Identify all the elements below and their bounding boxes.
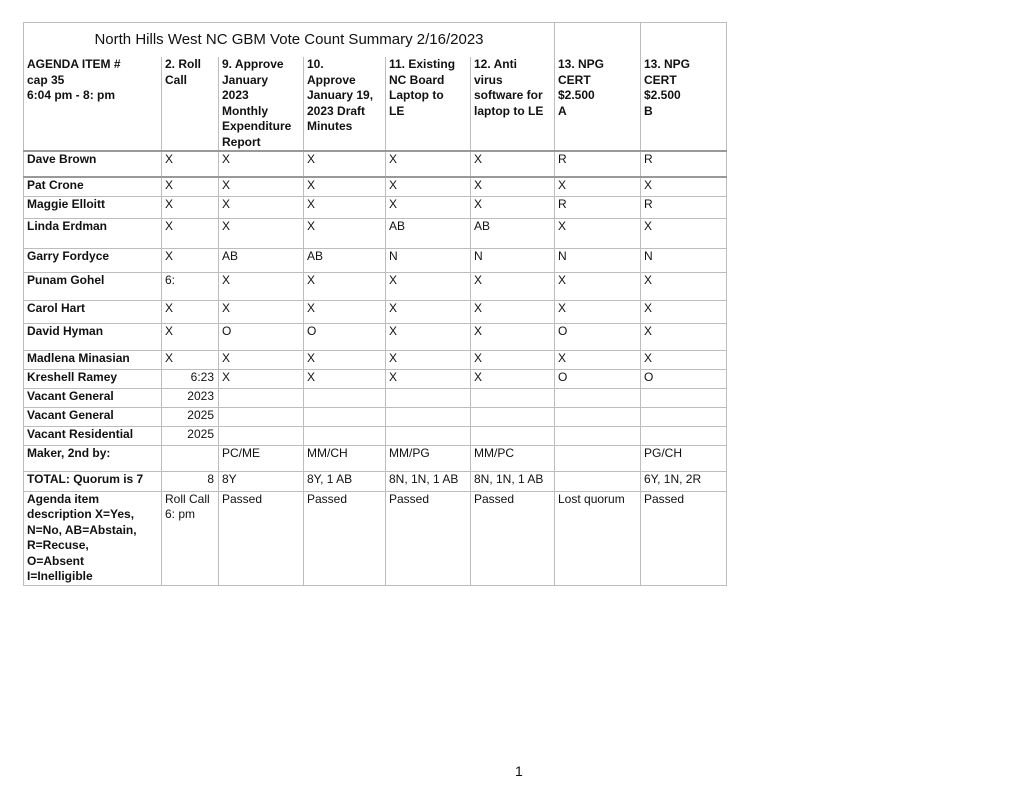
legend-roll-call-line: 6: pm [165,507,196,521]
total-row [24,471,727,491]
member-name: Dave Brown [24,151,162,177]
column-header-line: Approve [307,72,356,87]
column-header-line: NC Board [389,72,445,87]
member-name: David Hyman [24,323,162,350]
column-header-line: virus [474,72,503,87]
vote-cell: 6: [162,272,219,300]
vote-cell [219,388,304,407]
vote-cell: X [471,323,555,350]
column-header-line: January [222,72,269,87]
vote-cell: X [219,350,304,369]
vote-cell: 2023 [162,388,219,407]
column-header-line: 10. [307,57,324,71]
column-header-line: $2.500 [644,88,681,102]
page-number: 1 [515,763,523,779]
vote-cell: X [219,218,304,248]
vote-cell: X [555,350,641,369]
result-cell: Passed [641,491,727,585]
column-header-line: 12. Anti [474,57,517,71]
total-cell: 8 [162,471,219,491]
vote-cell: N [471,248,555,272]
legend-roll-call-line: Roll Call [165,491,210,506]
member-row [24,248,727,272]
vote-cell: X [304,196,386,218]
column-header [162,57,219,151]
vote-cell [471,407,555,426]
member-name: Punam Gohel [24,272,162,300]
legend-description [24,491,162,585]
total-cell [555,471,641,491]
legend-description-line: description X=Yes, [27,507,135,521]
header-row [24,57,727,151]
legend-description-line: R=Recuse, [27,538,89,552]
column-header-line: 2. Roll [165,57,202,71]
vote-cell: 2025 [162,407,219,426]
legend-description-line: N=No, AB=Abstain, [27,522,137,537]
vote-cell: R [641,196,727,218]
member-name: Maggie Elloitt [24,196,162,218]
column-header-line: A [558,103,567,118]
maker-cell: MM/CH [304,445,386,471]
vote-cell: X [555,272,641,300]
maker-cell [162,445,219,471]
legend-description-line: I=Inelligible [27,569,93,583]
column-header-line: 2023 Draft [307,103,366,118]
vote-cell [471,426,555,445]
member-row [24,323,727,350]
member-name: Pat Crone [24,177,162,196]
maker-cell: PG/CH [641,445,727,471]
vote-cell [219,407,304,426]
column-header [304,57,386,151]
maker-cell [555,445,641,471]
vote-cell: X [386,369,471,388]
vote-cell: X [219,196,304,218]
member-row [24,426,727,445]
vote-cell [304,388,386,407]
legend-row [24,491,727,585]
vote-cell [471,388,555,407]
column-header-line: 13. NPG [558,57,605,71]
vote-cell: AB [219,248,304,272]
column-header [471,57,555,151]
vote-cell: X [471,369,555,388]
member-row [24,218,727,248]
vote-cell: X [162,218,219,248]
title-blank-cell [555,23,641,58]
vote-cell: X [304,177,386,196]
title-row [24,23,727,58]
member-name: Vacant General [24,388,162,407]
column-header [555,57,641,151]
member-name: Vacant General [24,407,162,426]
vote-cell: X [219,177,304,196]
vote-cell: 6:23 [162,369,219,388]
vote-cell [386,426,471,445]
vote-cell [219,426,304,445]
page-title: North Hills West NC GBM Vote Count Summary 2/16/2023 [24,23,555,58]
result-cell: Passed [386,491,471,585]
result-cell: Passed [304,491,386,585]
column-header [641,57,727,151]
maker-cell: PC/ME [219,445,304,471]
title-blank-cell [641,23,727,58]
vote-cell: X [555,177,641,196]
member-name: Linda Erdman [24,218,162,248]
vote-cell: O [555,369,641,388]
vote-cell: X [471,151,555,177]
vote-count-table [23,22,727,586]
vote-cell: X [641,218,727,248]
vote-cell: X [471,177,555,196]
vote-cell: X [471,196,555,218]
vote-cell: X [555,218,641,248]
vote-cell: X [162,177,219,196]
total-cell: 6Y, 1N, 2R [641,471,727,491]
column-header [386,57,471,151]
vote-cell: X [162,350,219,369]
vote-cell: O [641,369,727,388]
result-cell: Lost quorum [555,491,641,585]
vote-cell: X [162,151,219,177]
result-cell: Passed [471,491,555,585]
maker-cell: MM/PG [386,445,471,471]
vote-cell: 2025 [162,426,219,445]
vote-cell [555,407,641,426]
vote-cell [304,407,386,426]
vote-cell: O [304,323,386,350]
legend-description-line: O=Absent [27,553,85,568]
vote-cell: X [471,272,555,300]
vote-cell: AB [304,248,386,272]
maker-cell: MM/PC [471,445,555,471]
member-name: Garry Fordyce [24,248,162,272]
column-header-line: January 19, [307,88,374,102]
vote-cell: R [641,151,727,177]
column-header-line: Minutes [307,119,353,133]
vote-cell [641,426,727,445]
member-row [24,407,727,426]
vote-cell: X [219,272,304,300]
vote-cell: X [641,272,727,300]
vote-cell: N [555,248,641,272]
vote-cell: O [219,323,304,350]
column-header-line: laptop to LE [474,103,544,118]
vote-cell: AB [471,218,555,248]
vote-cell: X [386,177,471,196]
vote-cell: X [555,300,641,323]
vote-cell: X [219,369,304,388]
vote-cell: X [304,218,386,248]
vote-cell: X [304,272,386,300]
vote-cell: X [386,300,471,323]
agenda-item-header-line: AGENDA ITEM # [27,57,121,71]
vote-cell: O [555,323,641,350]
member-name: Madlena Minasian [24,350,162,369]
vote-cell: X [386,196,471,218]
vote-cell [386,407,471,426]
column-header-line: B [644,103,653,118]
vote-cell: X [219,151,304,177]
total-cell: 8N, 1N, 1 AB [386,471,471,491]
vote-cell: AB [386,218,471,248]
vote-cell: X [304,369,386,388]
agenda-item-header-line: 6:04 pm - 8: pm [27,88,116,102]
member-name: Carol Hart [24,300,162,323]
vote-cell: X [162,248,219,272]
total-cell: 8Y, 1 AB [304,471,386,491]
vote-cell: X [641,300,727,323]
vote-cell: X [386,272,471,300]
maker-label: Maker, 2nd by: [24,445,162,471]
total-cell: 8N, 1N, 1 AB [471,471,555,491]
vote-cell: R [555,196,641,218]
column-header-line: Call [165,72,188,87]
legend-roll-call [162,491,219,585]
vote-cell [555,426,641,445]
member-row [24,272,727,300]
vote-cell: X [641,323,727,350]
member-row [24,388,727,407]
maker-row [24,445,727,471]
column-header-line: 13. NPG [644,57,691,71]
vote-cell: X [471,350,555,369]
vote-cell: X [219,300,304,323]
vote-cell: X [162,196,219,218]
column-header-line: 11. Existing [389,57,456,71]
column-header-line: 2023 [222,88,249,102]
column-header [219,57,304,151]
vote-cell: X [386,151,471,177]
member-name: Kreshell Ramey [24,369,162,388]
member-row [24,369,727,388]
member-row [24,350,727,369]
legend-description-line: Agenda item [27,491,100,506]
column-header-line: 9. Approve [222,57,284,71]
vote-cell: X [162,300,219,323]
column-header-line: CERT [644,72,677,87]
column-header-line: Laptop to [389,88,444,102]
total-label: TOTAL: Quorum is 7 [24,471,162,491]
column-header-line: Monthly [222,103,268,118]
agenda-item-header [24,57,162,151]
vote-cell: N [386,248,471,272]
vote-cell: N [641,248,727,272]
member-name: Vacant Residential [24,426,162,445]
vote-cell [386,388,471,407]
vote-cell: X [304,151,386,177]
vote-cell [555,388,641,407]
vote-cell: X [304,300,386,323]
member-row [24,196,727,218]
vote-cell: X [386,323,471,350]
column-header-line: software for [474,88,543,102]
column-header-line: Expenditure [222,119,292,133]
vote-cell: X [386,350,471,369]
vote-cell: X [471,300,555,323]
vote-cell: X [304,350,386,369]
vote-cell [641,388,727,407]
vote-cell [641,407,727,426]
total-cell: 8Y [219,471,304,491]
column-header-line: LE [389,103,405,118]
column-header-line: CERT [558,72,591,87]
vote-cell: X [162,323,219,350]
member-row [24,300,727,323]
column-header-line: Report [222,134,261,149]
vote-cell: X [641,177,727,196]
member-row [24,177,727,196]
column-header-line: $2.500 [558,88,595,102]
vote-cell: R [555,151,641,177]
agenda-item-header-line: cap 35 [27,72,65,87]
vote-cell [304,426,386,445]
vote-cell: X [641,350,727,369]
member-row [24,151,727,177]
result-cell: Passed [219,491,304,585]
